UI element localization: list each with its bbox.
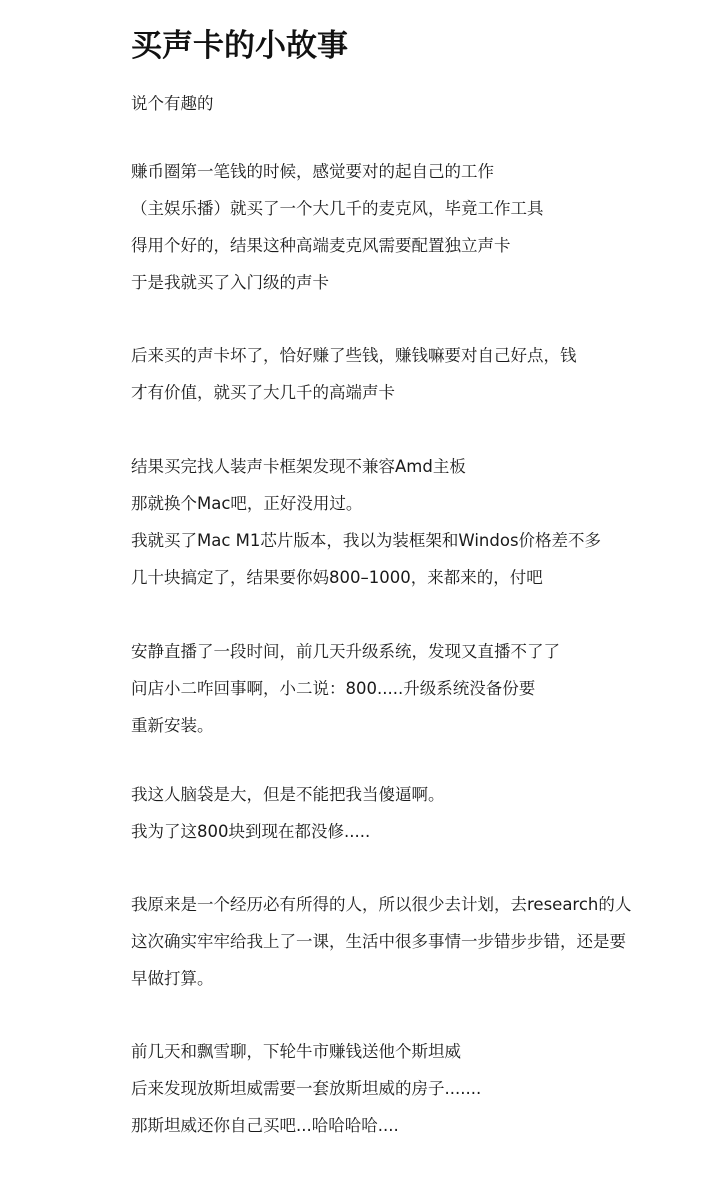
paragraph-1-line-4: 于是我就买了入门级的声卡 xyxy=(131,273,329,292)
paragraph-6-line-1: 我原来是一个经历必有所得的人，所以很少去计划，去research的人 xyxy=(131,895,632,914)
paragraph-4-line-3: 重新安装。 xyxy=(131,716,214,735)
paragraph-3-line-2: 那就换个Mac吧，正好没用过。 xyxy=(131,494,363,513)
paragraph-3-line-1: 结果买完找人装声卡框架发现不兼容Amd主板 xyxy=(131,457,466,476)
article-title: 买声卡的小故事 xyxy=(131,28,348,64)
paragraph-3-line-4: 几十块搞定了，结果要你妈800–1000，来都来的，付吧 xyxy=(131,568,543,587)
paragraph-1-line-2: （主娱乐播）就买了一个大几千的麦克风，毕竟工作工具 xyxy=(131,199,544,218)
paragraph-7-line-2: 后来发现放斯坦威需要一套放斯坦威的房子....... xyxy=(131,1079,482,1098)
paragraph-7-line-1: 前几天和飘雪聊，下轮牛市赚钱送他个斯坦威 xyxy=(131,1042,461,1061)
paragraph-6-line-3: 早做打算。 xyxy=(131,969,214,988)
paragraph-5-line-2: 我为了这800块到现在都没修..... xyxy=(131,822,371,841)
paragraph-6-line-2: 这次确实牢牢给我上了一课，生活中很多事情一步错步步错，还是要 xyxy=(131,932,626,951)
paragraph-2-line-1: 后来买的声卡坏了，恰好赚了些钱，赚钱嘛要对自己好点，钱 xyxy=(131,346,577,365)
paragraph-5-line-1: 我这人脑袋是大，但是不能把我当傻逼啊。 xyxy=(131,785,445,804)
paragraph-3-line-3: 我就买了Mac M1芯片版本，我以为装框架和Windos价格差不多 xyxy=(131,531,602,550)
paragraph-4-line-1: 安静直播了一段时间，前几天升级系统，发现又直播不了了 xyxy=(131,642,560,661)
paragraph-2-line-2: 才有价值，就买了大几千的高端声卡 xyxy=(131,383,395,402)
paragraph-7-line-3: 那斯坦威还你自己买吧...哈哈哈哈.... xyxy=(131,1116,399,1135)
paragraph-4-line-2: 问店小二咋回事啊，小二说：800.....升级系统没备份要 xyxy=(131,679,536,698)
intro-line: 说个有趣的 xyxy=(131,94,214,113)
paragraph-1-line-1: 赚币圈第一笔钱的时候，感觉要对的起自己的工作 xyxy=(131,162,494,181)
paragraph-1-line-3: 得用个好的，结果这种高端麦克风需要配置独立声卡 xyxy=(131,236,511,255)
